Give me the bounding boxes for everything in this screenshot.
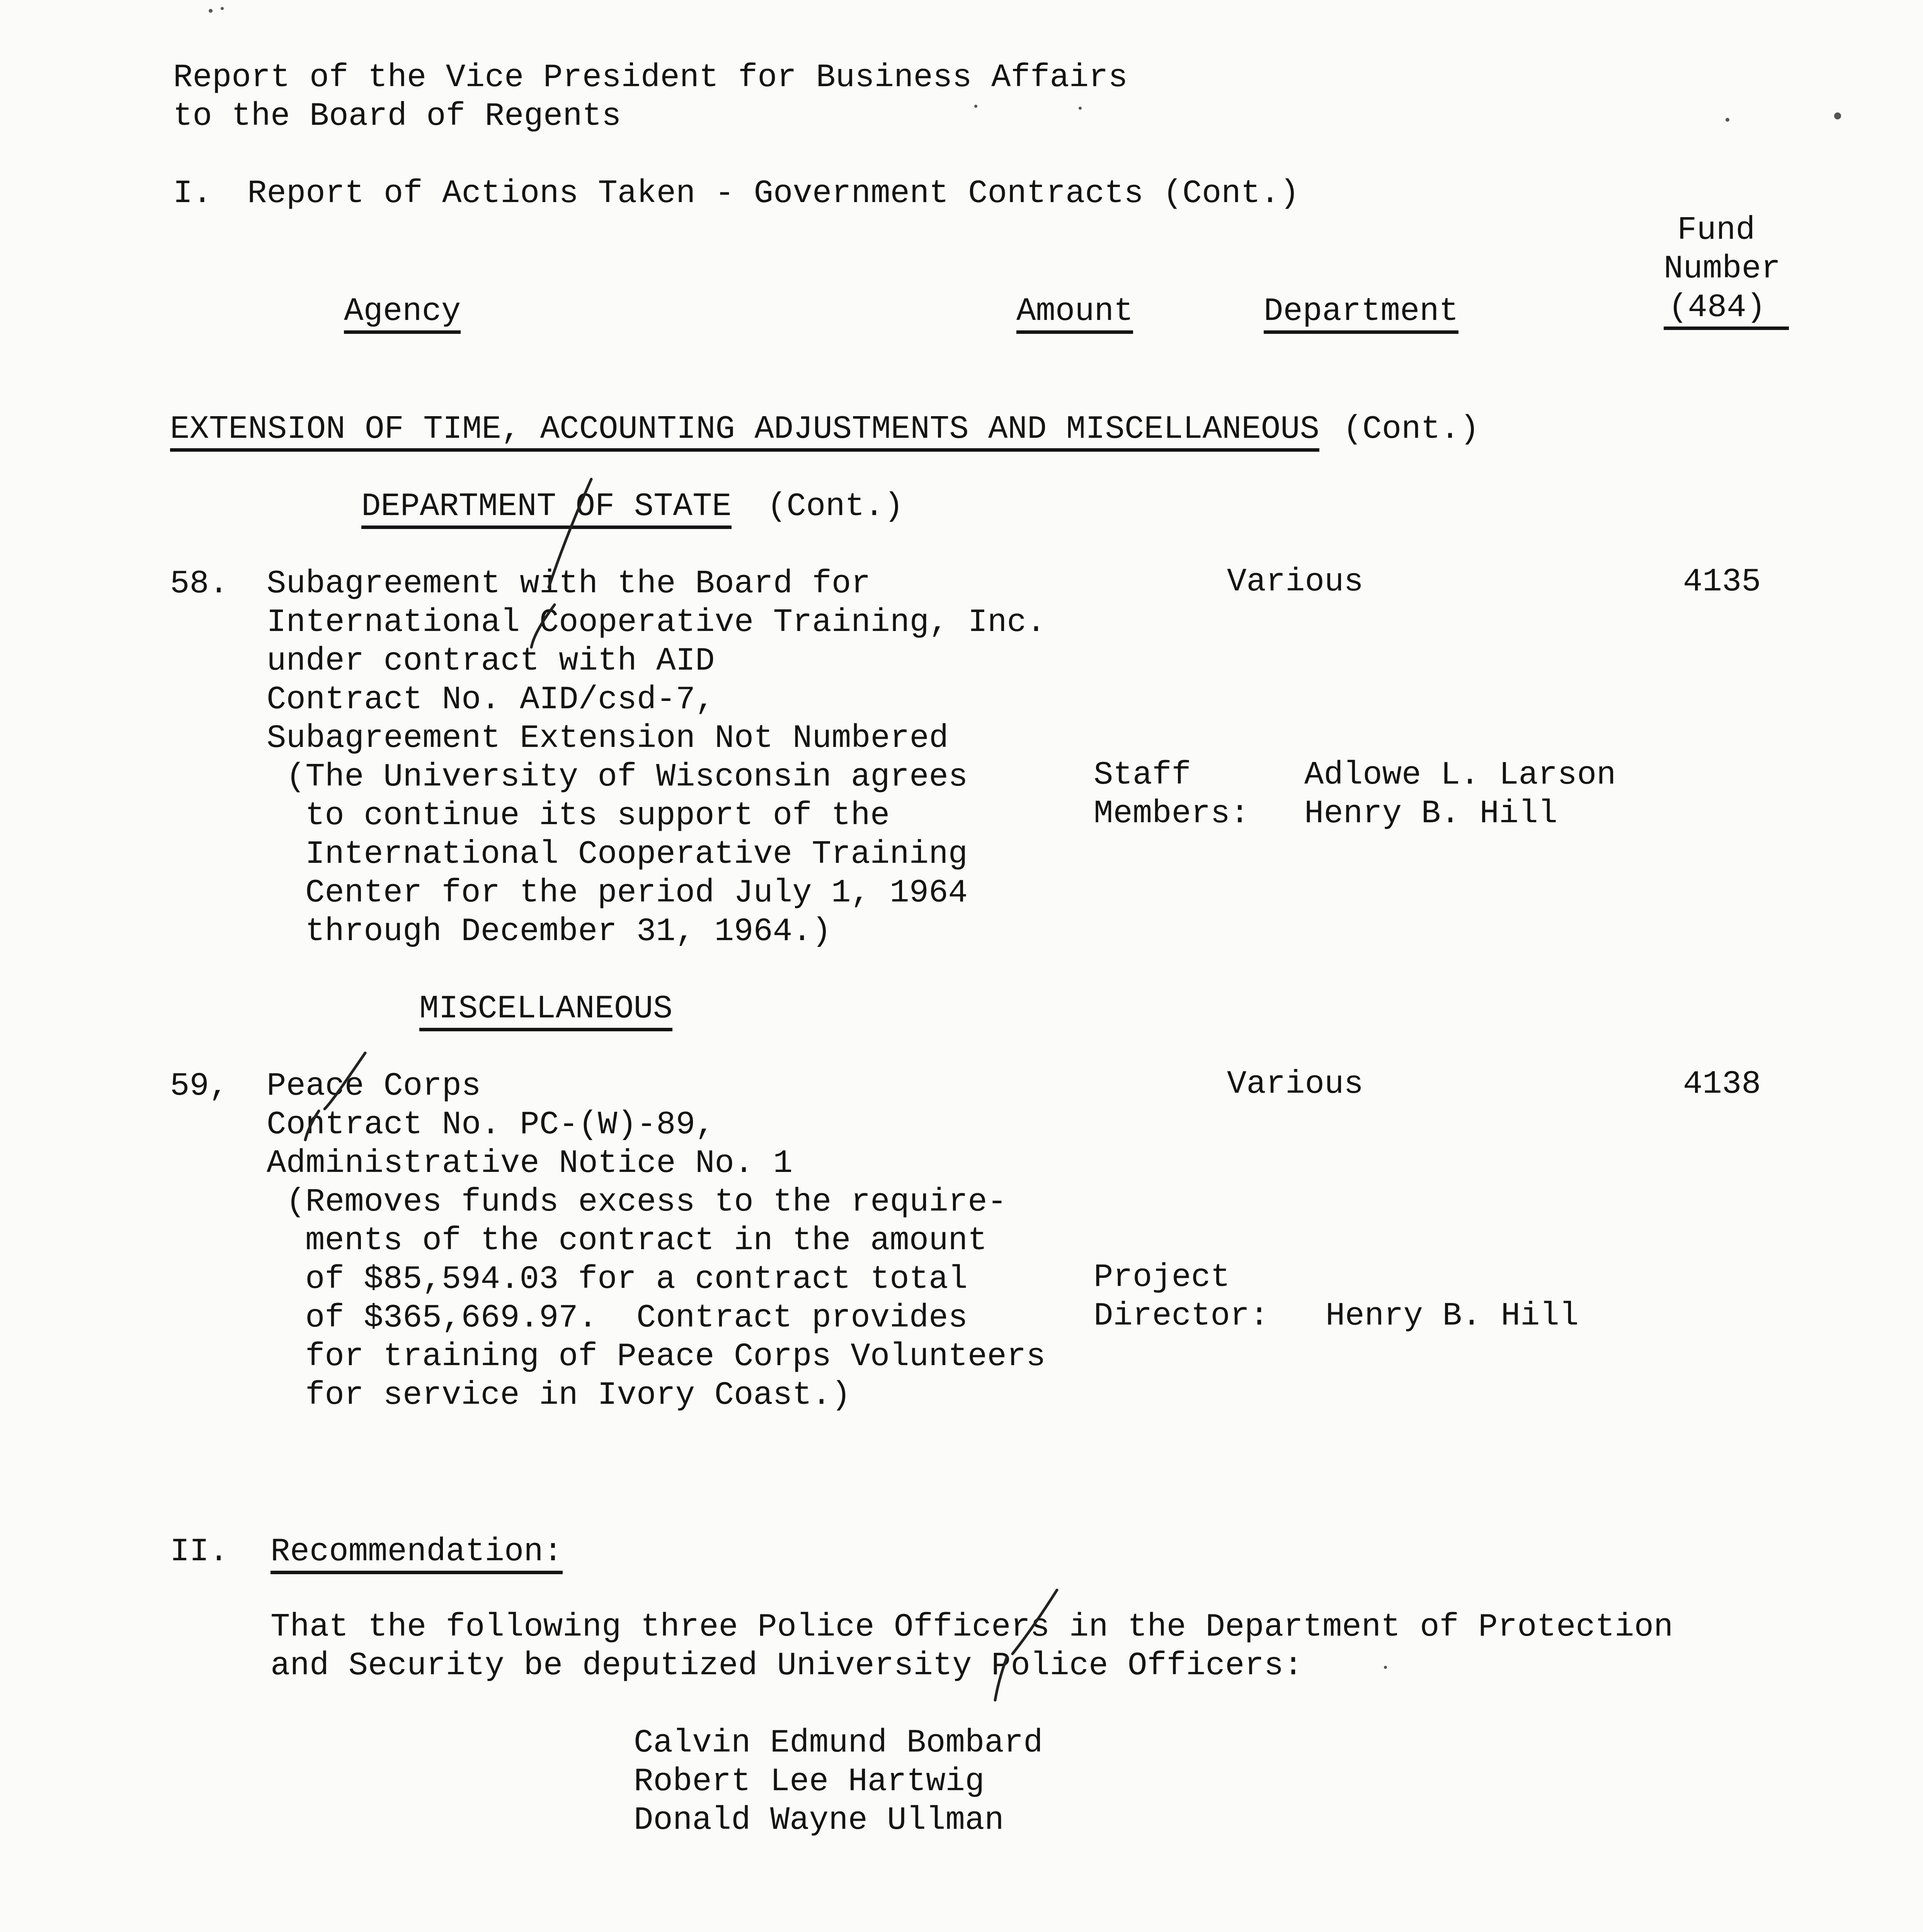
item-58-line: through December 31, 1964.) — [305, 913, 832, 950]
item-58-line: International Cooperative Training, Inc. — [267, 604, 1046, 641]
item-58-line: Center for the period July 1, 1964 — [305, 875, 968, 912]
item-59-line: for service in Ivory Coast.) — [305, 1377, 851, 1414]
section-title: Report of Actions Taken - Government Contracts (Cont.) — [247, 175, 1300, 212]
item-59-line: (Removes funds excess to the require- — [286, 1184, 1007, 1221]
item-59-line: ments of the contract in the amount — [305, 1223, 987, 1259]
item-59-line: Administrative Notice No. 1 — [267, 1145, 793, 1182]
item-58-line: Contract No. AID/csd-7, — [267, 682, 715, 718]
section2-numeral: II. — [170, 1534, 229, 1570]
report-title-line2: to the Board of Regents — [173, 98, 621, 135]
section2-title: Recommendation: — [271, 1536, 563, 1574]
tick-mark-icon — [305, 1111, 319, 1140]
item-58-role-line2: Members: — [1094, 796, 1250, 832]
item-58-person1: Adlowe L. Larson — [1304, 757, 1616, 794]
item-59-line: of $365,669.97. Contract provides — [305, 1300, 968, 1337]
item-59-role-line2: Director: — [1094, 1298, 1269, 1335]
item-59-line: Peace Corps — [267, 1068, 481, 1105]
recommendation-text-line2: and Security be deputized University Police Officers: — [271, 1648, 1303, 1684]
subsection-state-suffix: (Cont.) — [767, 488, 904, 525]
column-agency: Agency — [344, 296, 461, 334]
item-59-line: of $85,594.03 for a contract total — [305, 1261, 968, 1298]
officer-name: Donald Wayne Ullman — [634, 1802, 1004, 1839]
item-59-person1: Henry B. Hill — [1326, 1298, 1579, 1335]
column-fund-line3: (484) — [1664, 292, 1789, 330]
column-fund-line2: Number — [1664, 251, 1781, 287]
item-59-line: Contract No. PC-(W)-89, — [267, 1107, 715, 1143]
officer-name: Robert Lee Hartwig — [634, 1764, 985, 1800]
tick-mark-icon — [995, 1658, 1007, 1700]
category-heading: EXTENSION OF TIME, ACCOUNTING ADJUSTMENTS AND MISCELLANEOUS — [170, 413, 1319, 452]
column-department: Department — [1264, 296, 1458, 334]
tick-mark-icon — [531, 605, 555, 647]
column-fund-line1: Fund — [1677, 212, 1755, 249]
subsection-miscellaneous: MISCELLANEOUS — [419, 993, 672, 1031]
item-58-line: Subagreement Extension Not Numbered — [267, 720, 949, 757]
report-title-line1: Report of the Vice President for Business Affairs — [173, 60, 1128, 96]
item-59-line: for training of Peace Corps Volunteers — [305, 1338, 1046, 1375]
item-58-line: to continue its support of the — [305, 798, 890, 834]
item-58-line: (The University of Wisconsin agrees — [286, 759, 968, 796]
item-59-department: Various — [1227, 1066, 1363, 1103]
item-58-line: under contract with AID — [267, 643, 715, 680]
column-amount: Amount — [1016, 296, 1133, 334]
item-58-fund: 4135 — [1683, 564, 1761, 600]
item-58-number: 58. — [170, 566, 229, 602]
item-59-role-line1: Project — [1094, 1259, 1230, 1296]
item-58-person2: Henry B. Hill — [1304, 796, 1558, 832]
category-suffix: (Cont.) — [1343, 411, 1479, 448]
item-59-fund: 4138 — [1683, 1066, 1761, 1103]
officer-name: Calvin Edmund Bombard — [634, 1725, 1043, 1762]
item-58-role-line1: Staff — [1094, 757, 1191, 794]
tick-mark-icon — [549, 479, 591, 587]
item-59-number: 59, — [170, 1068, 229, 1105]
tick-mark-icon — [1013, 1590, 1057, 1654]
section-numeral: I. — [173, 175, 212, 212]
subsection-department-of-state: DEPARTMENT OF STATE — [361, 491, 732, 529]
item-58-line: International Cooperative Training — [305, 836, 968, 873]
item-58-department: Various — [1227, 564, 1363, 600]
tick-mark-icon — [325, 1053, 365, 1109]
item-58-line: Subagreement with the Board for — [267, 566, 871, 602]
recommendation-text-line1: That the following three Police Officers in the Department of Protection — [271, 1609, 1673, 1646]
